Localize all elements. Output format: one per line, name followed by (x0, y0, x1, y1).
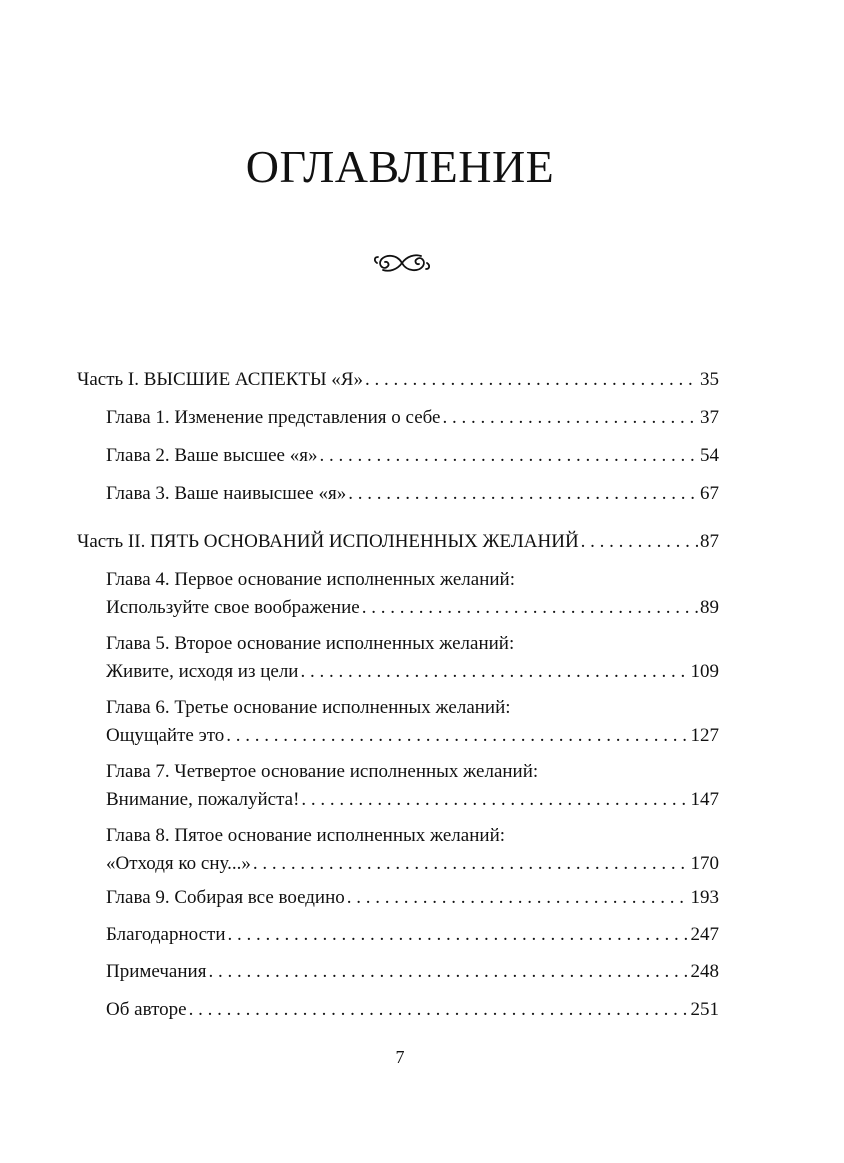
toc-entry-title-line (106, 694, 719, 722)
toc-entry-title: Ощущайте это (106, 725, 225, 746)
toc-entry-leader-line (77, 528, 719, 556)
dot-leader (347, 884, 689, 912)
toc-entry-title: Об авторе (106, 999, 187, 1020)
toc-entry-title: Внимание, пожалуйста! (106, 789, 300, 810)
toc-entry-title-line (106, 758, 719, 786)
toc-entry-page-number: 247 (690, 924, 719, 945)
toc-entry-leader-line (106, 404, 719, 432)
toc-entry-page-number: 127 (690, 725, 719, 746)
folio-page-number: 7 (395, 1047, 405, 1067)
toc-entry-leader-line (106, 921, 719, 949)
toc-entry-page-number: 170 (690, 853, 719, 874)
toc-entry (106, 630, 719, 686)
toc-entry-page-number: 109 (690, 661, 719, 682)
toc-entry-title: Благодарности (106, 924, 226, 945)
dot-leader (319, 442, 698, 470)
toc-entry-leader-line (106, 480, 719, 508)
toc-entry-page-number: 87 (700, 531, 719, 552)
toc-entry-title: Примечания (106, 961, 207, 982)
toc-entry-leader-line (106, 850, 719, 878)
page-title: ОГЛАВЛЕНИЕ (245, 141, 555, 192)
dot-leader (348, 480, 698, 508)
toc-entry-page-number: 251 (690, 999, 719, 1020)
toc-entry-title: Живите, исходя из цели (106, 661, 299, 682)
toc-entry-title-line (106, 566, 719, 594)
toc-entry-leader-line (106, 442, 719, 470)
dot-leader (228, 921, 689, 949)
toc-entry-title: «Отходя ко сну...» (106, 853, 251, 874)
toc-entry-page-number: 37 (700, 407, 719, 428)
toc-entry-leader-line (77, 366, 719, 394)
toc-entry-title: Глава 1. Изменение представления о себе (106, 407, 441, 428)
toc-entry-title: Часть II. ПЯТЬ ОСНОВАНИЙ ИСПОЛНЕННЫХ ЖЕЛАНИЙ (77, 531, 579, 552)
dot-leader (362, 594, 698, 622)
toc-entry (106, 958, 719, 986)
dot-leader (581, 528, 698, 556)
toc-entry (106, 566, 719, 622)
toc-entry (106, 442, 719, 470)
toc-entry-title: Глава 9. Собирая все воедино (106, 887, 345, 908)
toc-entry-title: Часть I. ВЫСШИЕ АСПЕКТЫ «Я» (77, 369, 363, 390)
toc-entry-page-number: 67 (700, 483, 719, 504)
toc-entry-leader-line (106, 996, 719, 1024)
toc-entry-leader-line (106, 594, 719, 622)
dot-leader (365, 366, 698, 394)
toc-entry (106, 758, 719, 814)
toc-entry-leader-line (106, 658, 719, 686)
dot-leader (443, 404, 699, 432)
toc-entry (106, 480, 719, 508)
fleuron-ornament-icon (371, 248, 433, 278)
toc-entry-title: Глава 4. Первое основание исполненных желаний: (106, 569, 515, 590)
toc-entry (77, 528, 719, 556)
toc-entry-page-number: 147 (690, 789, 719, 810)
toc-entry-title: Используйте свое воображение (106, 597, 360, 618)
toc-entry-leader-line (106, 722, 719, 750)
toc-entry (77, 366, 719, 394)
toc-entry-title-line (106, 630, 719, 658)
toc-entry-leader-line (106, 884, 719, 912)
toc-entry-title: Глава 6. Третье основание исполненных желаний: (106, 697, 511, 718)
dot-leader (301, 786, 688, 814)
toc-entry (106, 404, 719, 432)
toc-entry (106, 822, 719, 878)
dot-leader (226, 722, 688, 750)
toc-entry (106, 884, 719, 912)
toc-entry-page-number: 248 (690, 961, 719, 982)
toc-entry-leader-line (106, 958, 719, 986)
toc-entry-title: Глава 8. Пятое основание исполненных желаний: (106, 825, 506, 846)
toc-entry-page-number: 193 (690, 887, 719, 908)
toc-entry-title: Глава 7. Четвертое основание исполненных желаний: (106, 761, 539, 782)
toc-entry-title-line (106, 822, 719, 850)
toc-entry-leader-line (106, 786, 719, 814)
dot-leader (253, 850, 689, 878)
toc-entry (106, 921, 719, 949)
toc-entry-page-number: 89 (700, 597, 719, 618)
toc-entry (106, 694, 719, 750)
toc-entry (106, 996, 719, 1024)
dot-leader (300, 658, 688, 686)
toc-entry-page-number: 54 (700, 445, 719, 466)
toc-entry-page-number: 35 (700, 369, 719, 390)
toc-entry-title: Глава 3. Ваше наивысшее «я» (106, 483, 347, 504)
dot-leader (189, 996, 689, 1024)
toc-entry-title: Глава 5. Второе основание исполненных желаний: (106, 633, 515, 654)
dot-leader (208, 958, 688, 986)
toc-entry-title: Глава 2. Ваше высшее «я» (106, 445, 318, 466)
